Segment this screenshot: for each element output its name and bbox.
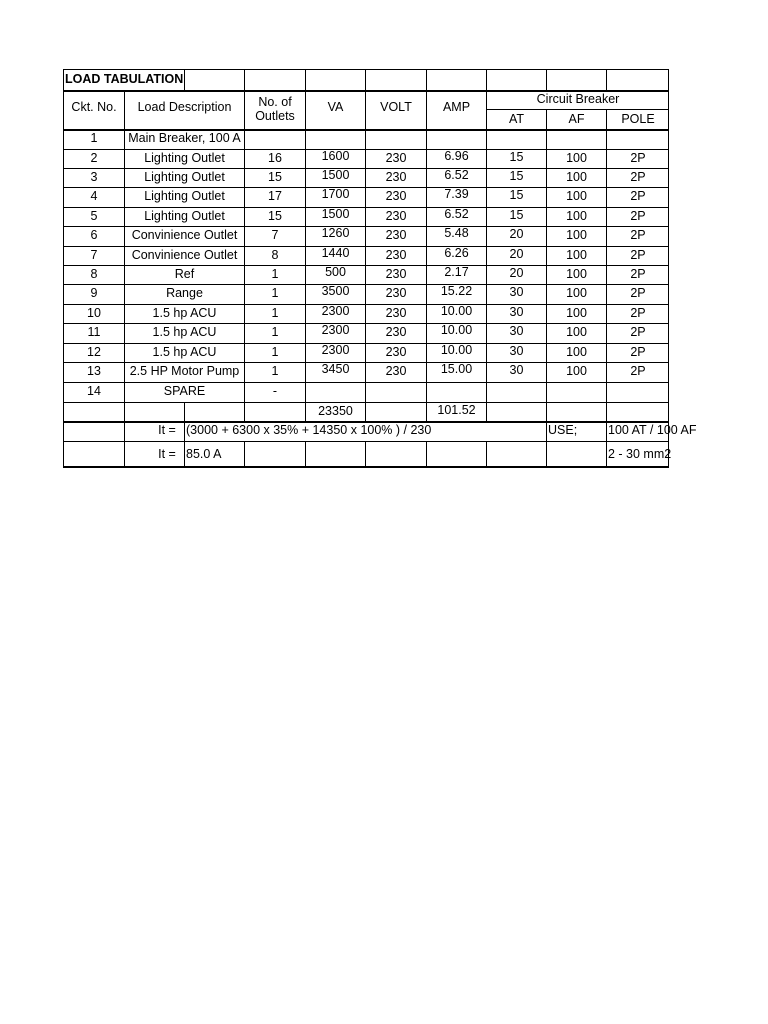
calc-it-label-1: It = bbox=[158, 423, 176, 437]
cell-no-of-outlets: 16 bbox=[268, 151, 282, 165]
cell-pole: 2P bbox=[630, 151, 646, 165]
cell-ckt-no: 11 bbox=[87, 325, 101, 339]
cell-pole: 2P bbox=[630, 306, 646, 320]
cell-at: 20 bbox=[509, 266, 524, 280]
grid-line-v bbox=[244, 69, 245, 90]
grid-line-v bbox=[365, 441, 366, 468]
table-bottom-border bbox=[63, 466, 669, 468]
cell-pole: 2P bbox=[630, 267, 646, 281]
cell-amp: 7.39 bbox=[444, 187, 469, 201]
cell-pole: 2P bbox=[630, 345, 646, 359]
header-load-description: Load Description bbox=[137, 100, 232, 114]
cell-va: 1700 bbox=[321, 187, 350, 201]
cell-no-of-outlets: 1 bbox=[271, 286, 279, 300]
cell-no-of-outlets: 7 bbox=[271, 228, 279, 242]
cell-pole bbox=[607, 129, 669, 148]
cell-volt: 230 bbox=[385, 189, 407, 203]
load-tabulation-sheet bbox=[63, 69, 697, 469]
cell-amp: 2.17 bbox=[444, 265, 469, 279]
cell-at: 30 bbox=[509, 363, 524, 377]
calc-formula: (3000 + 6300 x 35% + 14350 x 100% ) / 230 bbox=[186, 423, 432, 437]
cell-va bbox=[306, 127, 365, 146]
cell-at bbox=[487, 128, 546, 147]
cell-pole: 2P bbox=[630, 170, 646, 184]
header-at: AT bbox=[508, 112, 525, 126]
grid-line-v bbox=[305, 441, 306, 468]
total-amp: 101.52 bbox=[437, 403, 476, 417]
cell-af: 100 bbox=[566, 345, 587, 359]
header-va: VA bbox=[327, 100, 344, 114]
cell-pole: 2P bbox=[630, 364, 646, 378]
cell-amp: 10.00 bbox=[440, 323, 473, 337]
cell-amp bbox=[427, 127, 486, 146]
cell-ckt-no: 10 bbox=[87, 306, 101, 320]
cell-at: 30 bbox=[509, 285, 524, 299]
cell-load-description: 1.5 hp ACU bbox=[152, 325, 217, 339]
cell-pole: 2P bbox=[630, 248, 646, 262]
cell-ckt-no: 12 bbox=[87, 345, 101, 359]
cell-af bbox=[547, 129, 606, 148]
cell-no-of-outlets: 1 bbox=[271, 306, 279, 320]
cell-at: 30 bbox=[509, 305, 524, 319]
cell-ckt-no: 3 bbox=[90, 170, 98, 184]
header-volt: VOLT bbox=[380, 100, 412, 114]
cell-va: 1260 bbox=[321, 226, 350, 240]
cell-pole: 2P bbox=[630, 325, 646, 339]
grid-line-v bbox=[184, 402, 185, 421]
cell-va: 2300 bbox=[321, 343, 350, 357]
cell-af: 100 bbox=[566, 209, 587, 223]
cell-af: 100 bbox=[566, 325, 587, 339]
cell-volt bbox=[366, 129, 426, 148]
cell-volt: 230 bbox=[385, 170, 407, 184]
cell-volt: 230 bbox=[385, 325, 407, 339]
cell-ckt-no: 6 bbox=[90, 228, 98, 242]
cell-va: 2300 bbox=[321, 323, 350, 337]
grid-line-v bbox=[486, 69, 487, 90]
cell-volt: 230 bbox=[385, 209, 407, 223]
cell-af: 100 bbox=[566, 364, 587, 378]
cell-pole: 2P bbox=[630, 228, 646, 242]
cell-load-description: Lighting Outlet bbox=[144, 189, 225, 203]
calc-use-value: 100 AT / 100 AF bbox=[608, 423, 697, 437]
cell-pole: 2P bbox=[630, 189, 646, 203]
calc-use-label: USE; bbox=[548, 423, 578, 437]
cell-volt bbox=[366, 382, 426, 401]
calc-result: 85.0 A bbox=[186, 447, 222, 461]
cell-no-of-outlets: - bbox=[272, 384, 278, 398]
cell-va: 1500 bbox=[321, 207, 350, 221]
grid-line-v bbox=[426, 69, 427, 90]
cell-volt: 230 bbox=[385, 228, 407, 242]
cell-af: 100 bbox=[566, 151, 587, 165]
cell-af: 100 bbox=[566, 189, 587, 203]
cell-ckt-no: 7 bbox=[90, 248, 98, 262]
cell-volt: 230 bbox=[385, 248, 407, 262]
cell-volt: 230 bbox=[385, 345, 407, 359]
cell-af: 100 bbox=[566, 248, 587, 262]
cell-af bbox=[547, 382, 606, 401]
cell-ckt-no: 1 bbox=[90, 131, 98, 145]
cell-amp: 10.00 bbox=[440, 343, 473, 357]
cell-af: 100 bbox=[566, 267, 587, 281]
cell-load-description: Lighting Outlet bbox=[144, 151, 225, 165]
grid-line-v bbox=[365, 69, 366, 90]
cell-amp: 6.52 bbox=[444, 168, 469, 182]
cell-pole: 2P bbox=[630, 286, 646, 300]
cell-va: 1600 bbox=[321, 149, 350, 163]
cell-no-of-outlets: 1 bbox=[271, 267, 279, 281]
cell-load-description: Lighting Outlet bbox=[144, 170, 225, 184]
cell-ckt-no: 8 bbox=[90, 267, 98, 281]
cell-va: 3450 bbox=[321, 362, 350, 376]
cell-load-description: Range bbox=[166, 286, 203, 300]
cell-ckt-no: 14 bbox=[87, 384, 101, 398]
header-circuit-breaker: Circuit Breaker bbox=[536, 92, 620, 106]
total-va: 23350 bbox=[318, 404, 353, 418]
cell-volt: 230 bbox=[385, 286, 407, 300]
cell-load-description: 1.5 hp ACU bbox=[152, 345, 217, 359]
cell-load-description: Lighting Outlet bbox=[144, 209, 225, 223]
header-pole: POLE bbox=[621, 112, 655, 126]
cell-load-description: Convinience Outlet bbox=[131, 248, 238, 262]
cell-load-description: Convinience Outlet bbox=[131, 228, 238, 242]
cell-amp: 6.26 bbox=[444, 246, 469, 260]
header-amp: AMP bbox=[442, 100, 471, 114]
grid-line-v bbox=[426, 441, 427, 468]
cell-va bbox=[306, 380, 365, 399]
cell-amp: 6.96 bbox=[444, 149, 469, 163]
cell-volt: 230 bbox=[385, 267, 407, 281]
cell-no-of-outlets: 17 bbox=[268, 189, 282, 203]
cell-ckt-no: 13 bbox=[87, 364, 101, 378]
cell-at bbox=[487, 381, 546, 400]
cell-va: 500 bbox=[325, 265, 346, 279]
cell-volt: 230 bbox=[385, 306, 407, 320]
cell-load-description: 1.5 hp ACU bbox=[152, 306, 217, 320]
cell-amp: 15.22 bbox=[440, 284, 473, 298]
cell-at: 30 bbox=[509, 344, 524, 358]
cell-ckt-no: 4 bbox=[90, 189, 98, 203]
cell-no-of-outlets: 1 bbox=[271, 364, 279, 378]
calc-wire: 2 - 30 mm2 bbox=[608, 447, 672, 461]
cell-amp: 6.52 bbox=[444, 207, 469, 221]
header-af: AF bbox=[568, 112, 585, 126]
cell-va: 3500 bbox=[321, 284, 350, 298]
cell-at: 15 bbox=[509, 188, 524, 202]
cell-ckt-no: 5 bbox=[90, 209, 98, 223]
grid-line-v bbox=[305, 69, 306, 90]
grid-line-v bbox=[606, 69, 607, 90]
cell-load-description: 2.5 HP Motor Pump bbox=[129, 364, 240, 378]
cell-amp bbox=[427, 380, 486, 399]
cell-ckt-no: 2 bbox=[90, 151, 98, 165]
cell-volt: 230 bbox=[385, 151, 407, 165]
cell-volt: 230 bbox=[385, 364, 407, 378]
cell-at: 20 bbox=[509, 247, 524, 261]
header-ckt-no: Ckt. No. bbox=[71, 100, 117, 114]
cell-amp: 10.00 bbox=[440, 304, 473, 318]
cell-amp: 15.00 bbox=[440, 362, 473, 376]
cell-at: 15 bbox=[509, 208, 524, 222]
header-no-of-outlets-line1: No. of bbox=[258, 95, 292, 109]
cell-at: 30 bbox=[509, 324, 524, 338]
cell-load-description: Main Breaker, 100 A bbox=[128, 131, 241, 145]
cell-af: 100 bbox=[566, 286, 587, 300]
cell-amp: 5.48 bbox=[444, 226, 469, 240]
cell-ckt-no: 9 bbox=[90, 286, 98, 300]
cell-pole bbox=[607, 382, 669, 401]
calc-it-label-2: It = bbox=[158, 447, 176, 461]
cell-af: 100 bbox=[566, 228, 587, 242]
header-no-of-outlets-line2: Outlets bbox=[255, 109, 295, 123]
cell-no-of-outlets: 1 bbox=[271, 325, 279, 339]
cell-no-of-outlets: 1 bbox=[271, 345, 279, 359]
cell-va: 1440 bbox=[321, 246, 350, 260]
cell-no-of-outlets bbox=[245, 129, 305, 148]
grid-line-v bbox=[546, 69, 547, 90]
cell-at: 20 bbox=[509, 227, 524, 241]
cell-no-of-outlets: 15 bbox=[268, 209, 282, 223]
cell-af: 100 bbox=[566, 170, 587, 184]
calc-row-line bbox=[63, 441, 669, 442]
cell-at: 15 bbox=[509, 150, 524, 164]
cell-af: 100 bbox=[566, 306, 587, 320]
sheet-title: LOAD TABULATION bbox=[65, 72, 184, 86]
cell-load-description: SPARE bbox=[163, 384, 206, 398]
cell-no-of-outlets: 8 bbox=[271, 248, 279, 262]
row-line bbox=[63, 402, 669, 403]
cell-va: 1500 bbox=[321, 168, 350, 182]
cell-no-of-outlets: 15 bbox=[268, 170, 282, 184]
grid-line-v bbox=[486, 441, 487, 468]
cell-pole: 2P bbox=[630, 209, 646, 223]
cell-load-description: Ref bbox=[174, 267, 195, 281]
cell-va: 2300 bbox=[321, 304, 350, 318]
cell-at: 15 bbox=[509, 169, 524, 183]
